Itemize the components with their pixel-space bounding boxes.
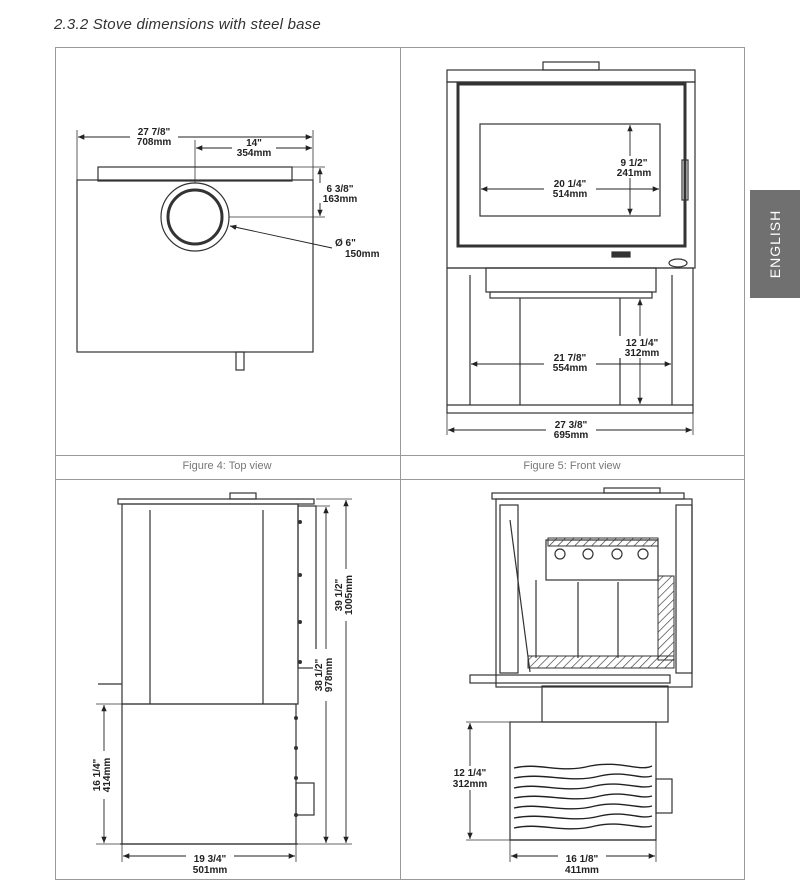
top-view-drawing bbox=[77, 130, 325, 370]
side-view-dimensions bbox=[104, 500, 346, 856]
figure-4-caption: Figure 4: Top view bbox=[182, 460, 272, 472]
section-base-d-in: 16 1/8" bbox=[565, 854, 599, 865]
section-title: 2.3.2 Stove dimensions with steel base bbox=[54, 16, 321, 33]
top-width-mm: 708mm bbox=[136, 137, 172, 148]
language-tab-label: ENGLISH bbox=[767, 209, 783, 279]
front-base-w-mm: 554mm bbox=[552, 363, 588, 374]
top-flue-depth-mm: 163mm bbox=[322, 194, 358, 205]
front-view-drawing bbox=[447, 62, 695, 435]
side-depth-in: 19 3/4" bbox=[193, 854, 227, 865]
figure-5-caption: Figure 5: Front view bbox=[523, 460, 621, 472]
front-glass-h-mm: 241mm bbox=[616, 168, 652, 179]
front-total-w-in: 27 3/8" bbox=[554, 420, 588, 431]
front-glass-w-in: 20 1/4" bbox=[553, 179, 587, 190]
front-base-h-in: 12 1/4" bbox=[625, 338, 659, 349]
top-flue-dia-in: Ø 6" bbox=[335, 238, 356, 249]
front-total-w-mm: 695mm bbox=[553, 430, 589, 441]
front-base-w-in: 21 7/8" bbox=[553, 353, 587, 364]
top-flue-offset-in: 14" bbox=[246, 138, 262, 149]
side-h2-in: 38 1/2" bbox=[314, 658, 325, 692]
side-h1-mm: 1005mm bbox=[344, 574, 355, 616]
top-flue-offset-mm: 354mm bbox=[236, 148, 272, 159]
front-glass-h-in: 9 1/2" bbox=[620, 158, 648, 169]
side-base-h-mm: 414mm bbox=[102, 757, 113, 793]
section-hatching bbox=[528, 538, 674, 668]
top-flue-dia-mm: 150mm bbox=[345, 249, 380, 260]
side-depth-mm: 501mm bbox=[192, 865, 228, 876]
top-width-in: 27 7/8" bbox=[137, 127, 171, 138]
section-base-d-mm: 411mm bbox=[565, 865, 599, 876]
section-base-h-in: 12 1/4" bbox=[453, 768, 487, 779]
section-log-texture bbox=[514, 764, 652, 829]
front-base-h-mm: 312mm bbox=[624, 348, 660, 359]
section-base-h-mm: 312mm bbox=[452, 779, 488, 790]
section-view-dimensions bbox=[470, 723, 655, 856]
side-h2-mm: 978mm bbox=[324, 657, 335, 693]
side-h1-in: 39 1/2" bbox=[334, 578, 345, 612]
top-flue-depth-in: 6 3/8" bbox=[326, 184, 354, 195]
front-glass-w-mm: 514mm bbox=[552, 189, 588, 200]
side-base-h-in: 16 1/4" bbox=[92, 758, 103, 792]
